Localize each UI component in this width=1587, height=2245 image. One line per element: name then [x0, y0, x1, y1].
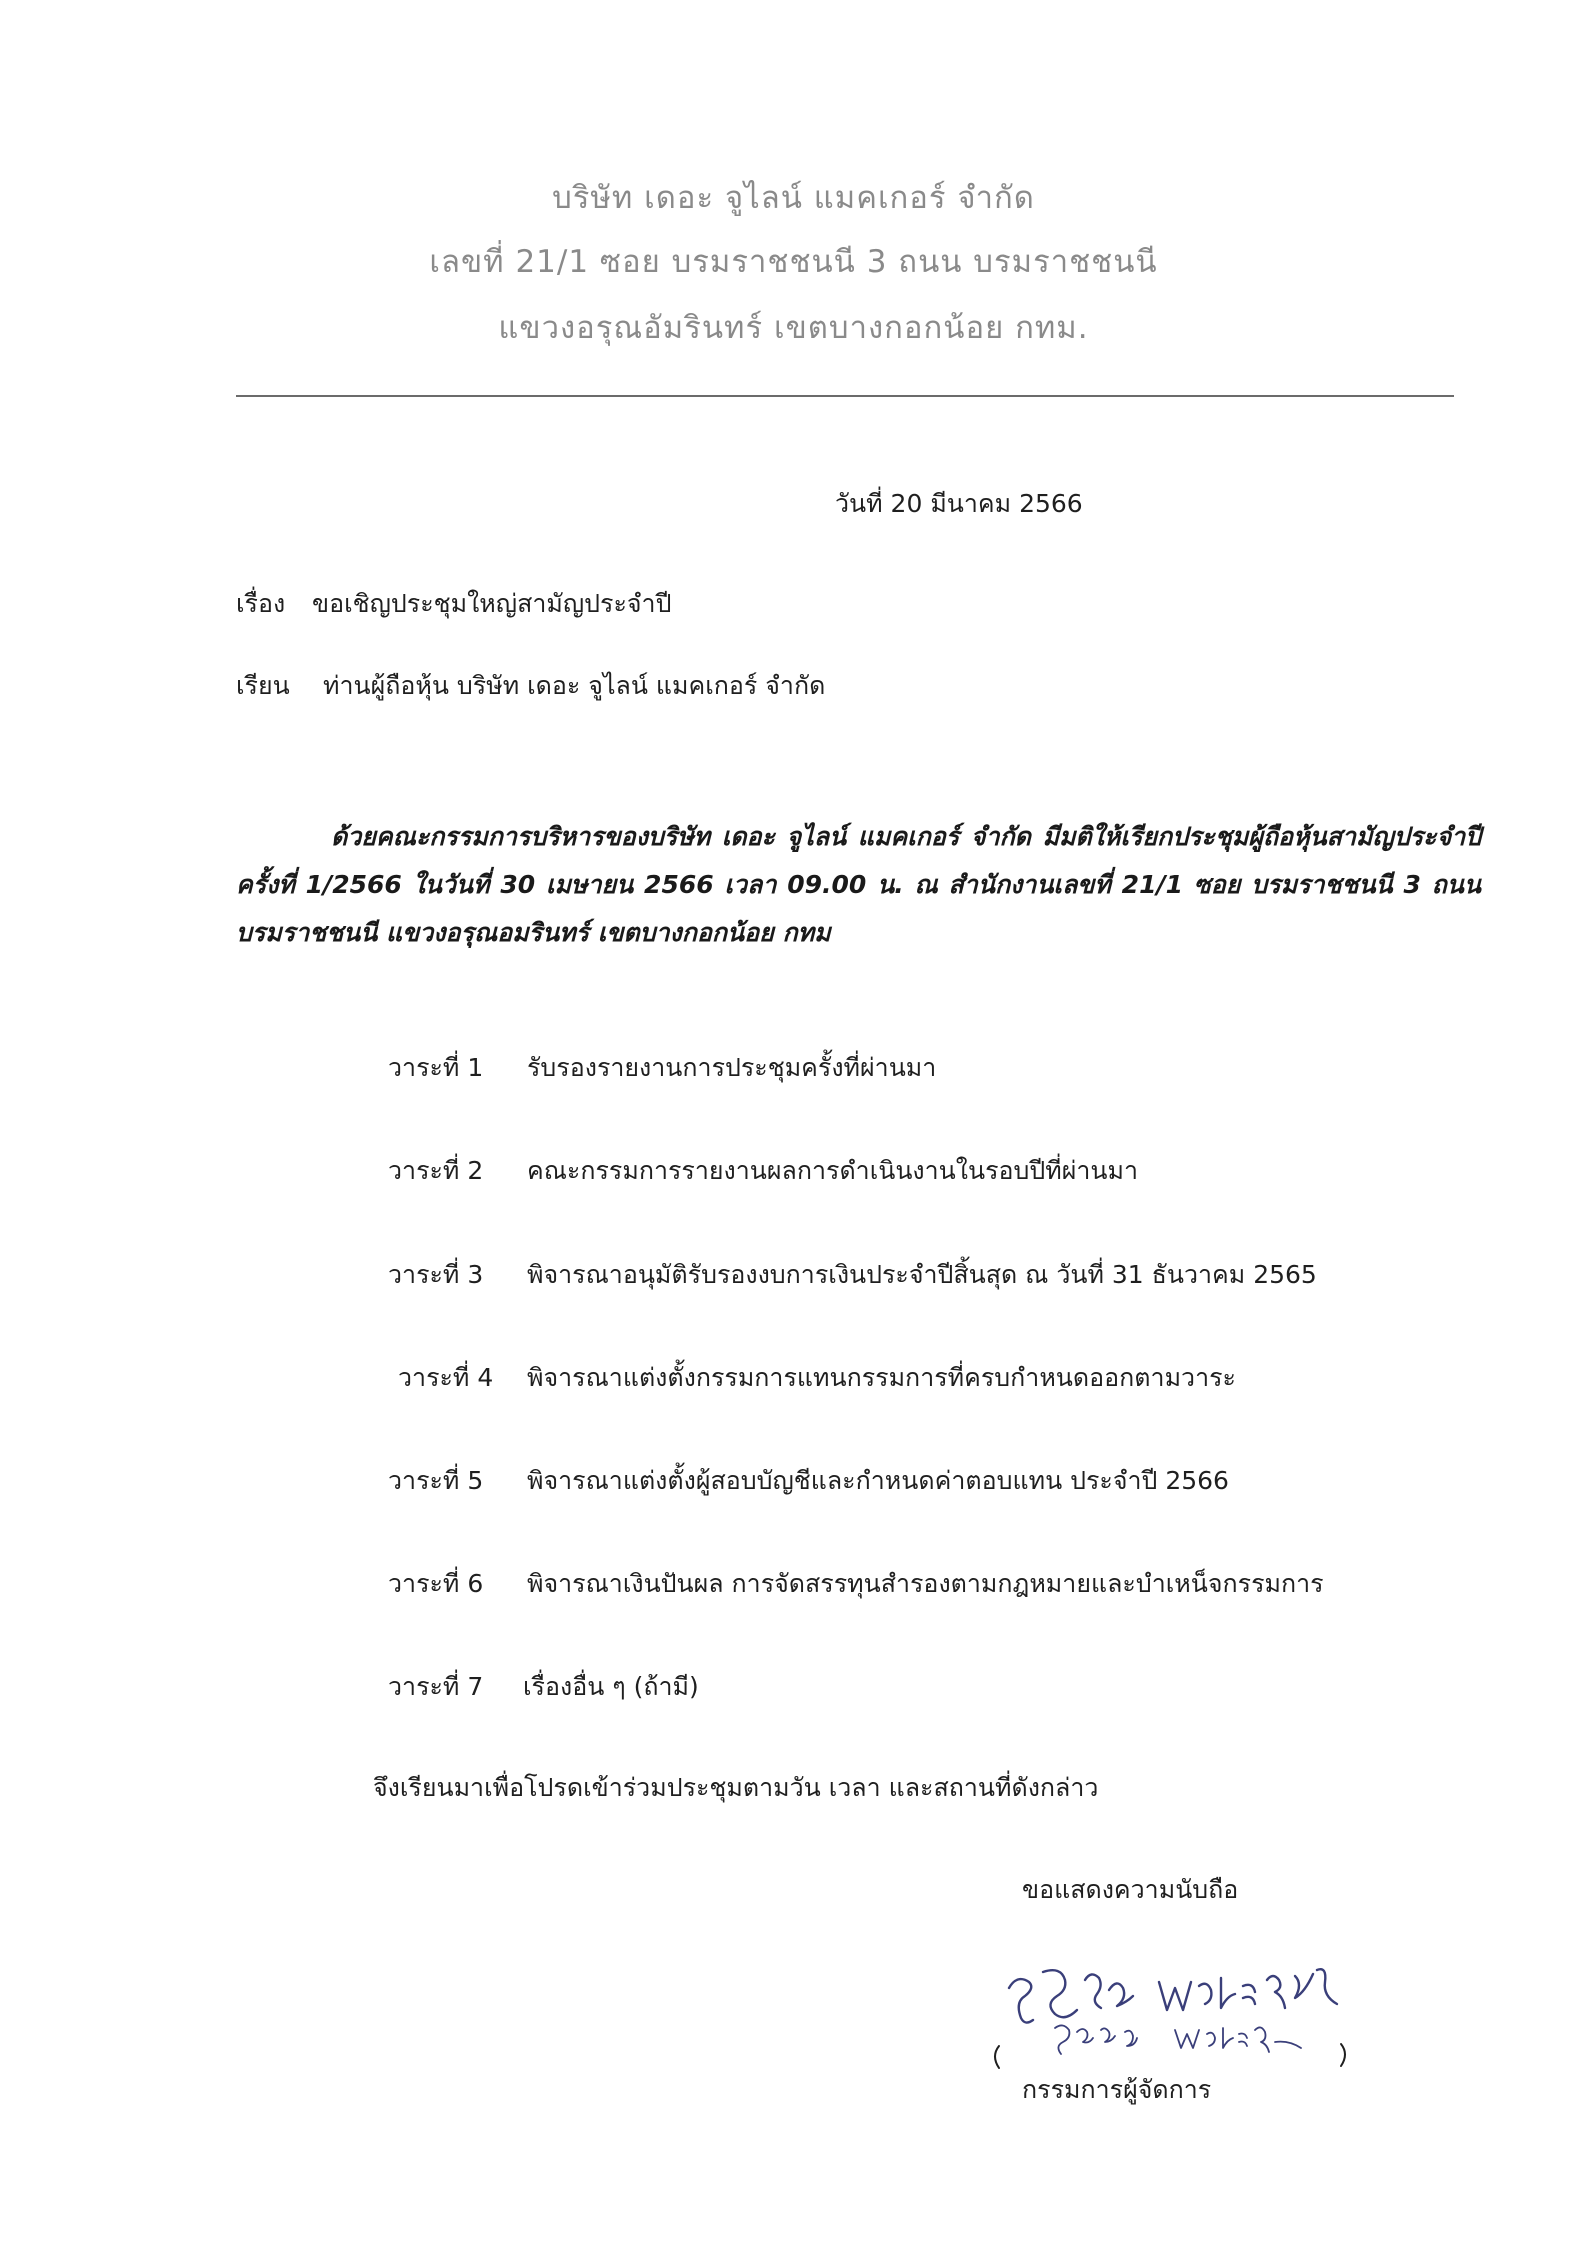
- recipient-text: ท่านผู้ถือหุ้น บริษัท เดอะ จูไลน์ แมคเกอร์ จำกัด: [323, 671, 826, 700]
- agenda-label: วาระที่ 3: [388, 1260, 484, 1289]
- agenda-text: พิจารณาแต่งตั้งกรรมการแทนกรรมการที่ครบกำหนดออกตามวาระ: [527, 1363, 1236, 1392]
- agenda-label: วาระที่ 4: [398, 1363, 494, 1392]
- subject-label: เรื่อง: [236, 589, 286, 618]
- agenda-label: วาระที่ 1: [388, 1053, 484, 1082]
- signer-title: กรรมการผู้จัดการ: [1022, 2075, 1212, 2104]
- agenda-label: วาระที่ 6: [388, 1569, 484, 1598]
- company-address-line1: เลขที่ 21/1 ซอย บรมราชชนนี 3 ถนน บรมราชชนนี: [429, 244, 1158, 280]
- regards-text: ขอแสดงความนับถือ: [1022, 1875, 1239, 1904]
- agenda-text: พิจารณาเงินปันผล การจัดสรรทุนสำรองตามกฎหมายและบำเหน็จกรรมการ: [527, 1569, 1324, 1598]
- agenda-label: วาระที่ 7: [388, 1672, 484, 1701]
- agenda-label: วาระที่ 2: [388, 1156, 484, 1185]
- body-paragraph: ด้วยคณะกรรมการบริหารของบริษัท เดอะ จูไลน์ แมคเกอร์ จำกัด มีมติให้เรียกประชุมผู้ถือหุ้นสามัญประจำปี ครั้งที่ 1/2566 ในวันที่ 30 เมษายน 2566 เวลา 09.00 น. ณ สำนักงานเลขที่ 21/1 ซอย บรมราชชนนี 3 ถนนบรมราชชนนี แขวงอรุณอมรินทร์ เขตบางกอกน้อย กทม: [236, 822, 1481, 947]
- agenda-text: เรื่องอื่น ๆ (ถ้ามี): [523, 1672, 699, 1701]
- letter-date: วันที่ 20 มีนาคม 2566: [835, 489, 1083, 518]
- company-address-line2: แขวงอรุณอัมรินทร์ เขตบางกอกน้อย กทม.: [498, 310, 1089, 346]
- recipient-label: เรียน: [236, 671, 290, 700]
- header-divider: [236, 395, 1454, 397]
- agenda-text: คณะกรรมการรายงานผลการดำเนินงานในรอบปีที่ผ่านมา: [527, 1156, 1139, 1185]
- agenda-label: วาระที่ 5: [388, 1466, 484, 1495]
- closing-sentence: จึงเรียนมาเพื่อโปรดเข้าร่วมประชุมตามวัน เวลา และสถานที่ดังกล่าว: [373, 1773, 1099, 1802]
- company-name: บริษัท เดอะ จูไลน์ แมคเกอร์ จำกัด: [552, 180, 1035, 216]
- agenda-text: พิจารณาแต่งตั้งผู้สอบบัญชีและกำหนดค่าตอบแทน ประจำปี 2566: [527, 1466, 1229, 1495]
- agenda-text: รับรองรายงานการประชุมครั้งที่ผ่านมา: [527, 1053, 937, 1082]
- subject-text: ขอเชิญประชุมใหญ่สามัญประจำปี: [312, 589, 672, 618]
- agenda-text: พิจารณาอนุมัติรับรองงบการเงินประจำปีสิ้นสุด ณ วันที่ 31 ธันวาคม 2565: [527, 1260, 1317, 1289]
